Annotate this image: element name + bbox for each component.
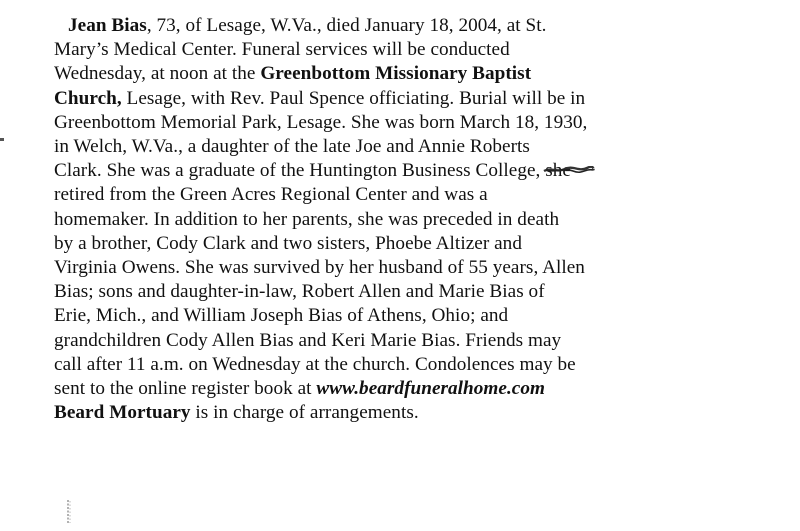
obituary-line	[54, 87, 774, 111]
margin-mark	[66, 500, 72, 524]
obituary-text-segment: Lesage, with Rev. Paul Spence officiating. Burial will be in	[121, 87, 586, 109]
obituary-line	[54, 401, 774, 425]
obituary-line: retired from the Green Acres Regional Center and was a	[54, 184, 488, 206]
obituary-text-segment: Clark. She was a graduate of the Huntington Business College,	[54, 160, 546, 182]
obituary-line: homemaker. In addition to her parents, she was preceded in death	[54, 208, 560, 230]
margin-mark	[0, 138, 4, 141]
obituary-line	[54, 14, 774, 38]
obituary-text-segment: Wednesday, at noon at the	[54, 63, 261, 85]
obituary-text	[54, 14, 774, 425]
church-name-continued: Church,	[54, 87, 122, 109]
obituary-line: Erie, Mich., and William Joseph Bias of Athens, Ohio; and	[54, 305, 509, 327]
obituary-line: Mary’s Medical Center. Funeral services will be conducted	[54, 39, 510, 61]
obituary-line: by a brother, Cody Clark and two sisters, Phoebe Altizer and	[54, 232, 522, 254]
obituary-line	[54, 159, 774, 183]
funeral-home-website: www.beardfuneralhome.com	[316, 378, 545, 400]
church-name: Greenbottom Missionary Baptist	[260, 63, 532, 85]
obituary-line: Bias; sons and daughter-in-law, Robert Allen and Marie Bias of	[54, 281, 545, 303]
deceased-name: Jean Bias	[68, 15, 147, 36]
struck-word-text: she	[545, 160, 571, 182]
obituary-line: Virginia Owens. She was survived by her husband of 55 years, Allen	[54, 257, 585, 279]
mortuary-name: Beard Mortuary	[54, 402, 191, 424]
obituary-line: Greenbottom Memorial Park, Lesage. She was born March 18, 1930,	[54, 111, 588, 133]
obituary-text-segment: is in charge of arrangements.	[190, 402, 419, 424]
obituary-text-segment: , 73, of Lesage, W.Va., died January 18, 2004, at St.	[146, 15, 547, 36]
obituary-line: in Welch, W.Va., a daughter of the late Joe and Annie Roberts	[54, 136, 530, 158]
obituary-line: call after 11 a.m. on Wednesday at the church. Condolences may be	[54, 353, 576, 375]
obituary-line	[54, 377, 774, 401]
obituary-text-segment: sent to the online register book at	[54, 378, 317, 400]
struck-word	[545, 159, 571, 183]
obituary-line	[54, 62, 774, 86]
obituary-line: grandchildren Cody Allen Bias and Keri Marie Bias. Friends may	[54, 329, 562, 351]
